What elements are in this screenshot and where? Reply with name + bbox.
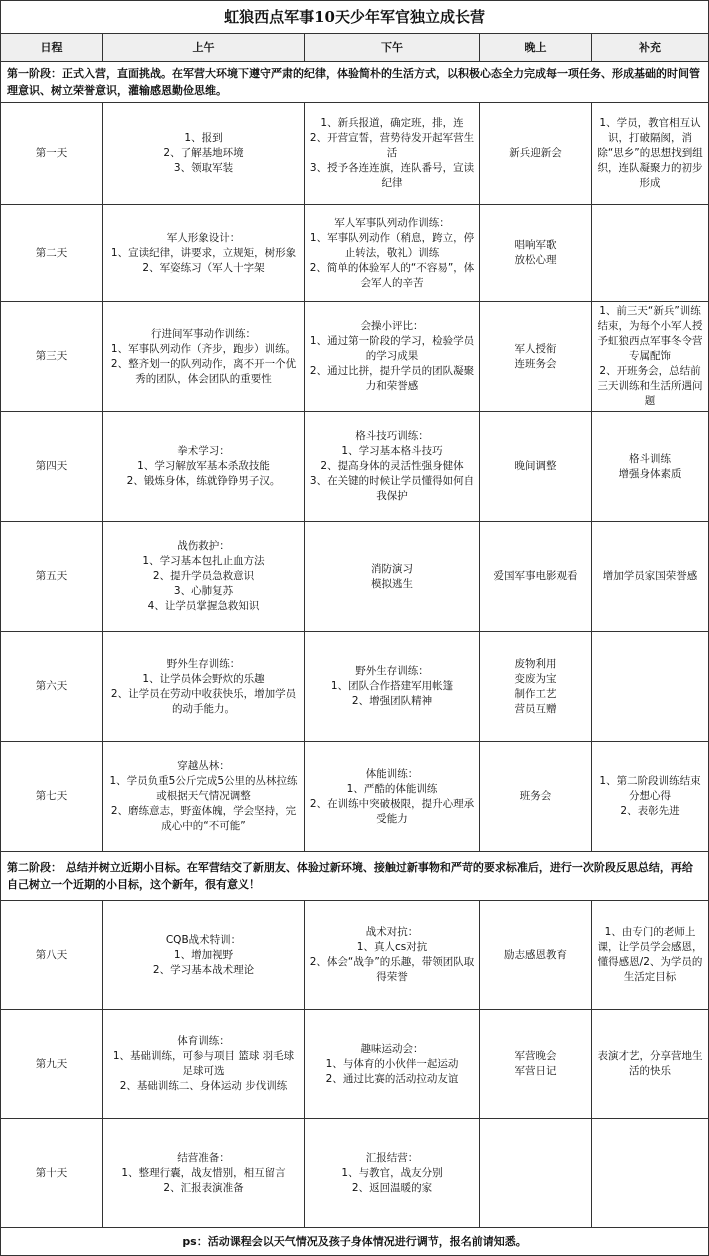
footer-row	[1, 1228, 709, 1256]
notes-cell	[592, 901, 709, 1010]
day-label: 第八天	[1, 901, 103, 1010]
evening-activities-line: 放松心理	[514, 254, 557, 266]
morning-activities-line: 1、基础训练，可参与项目 篮球 羽毛球 足球可选	[112, 1050, 295, 1077]
morning-activities-line: 军人形象设计：	[166, 231, 241, 244]
afternoon-activities-line: 战术对抗：	[365, 926, 419, 938]
evening-activities	[480, 205, 592, 302]
morning-activities	[103, 302, 305, 412]
evening-activities	[480, 742, 592, 852]
notes-cell-line: 增强身体素质	[618, 467, 682, 480]
notes-cell	[592, 412, 709, 522]
morning-activities	[103, 522, 305, 632]
morning-activities-line: 2、磨练意志，野蛮体魄，学会坚持，完成心中的“不可能”	[110, 805, 297, 832]
afternoon-activities-line: 1、军事队列动作（稍息，跨立，停止转法，敬礼）训练	[309, 231, 475, 259]
afternoon-activities	[305, 1119, 480, 1228]
morning-activities	[103, 632, 305, 742]
afternoon-activities-line: 汇报结营：	[365, 1151, 419, 1164]
notes-cell-line: 1、前三天“新兵”训练结束，为每个小军人授予虹狼西点军事冬令营专属配饰	[597, 305, 703, 362]
day-label: 第三天	[1, 302, 103, 412]
afternoon-activities	[305, 1010, 480, 1119]
evening-activities	[480, 302, 592, 412]
header-evening: 晚上	[480, 34, 592, 62]
day-row	[1, 412, 709, 522]
morning-activities	[103, 1010, 305, 1119]
notes-cell-line: 表演才艺，分享营地生活的快乐	[597, 1050, 703, 1077]
afternoon-activities	[305, 412, 480, 522]
day-label: 第五天	[1, 522, 103, 632]
notes-cell-line: 格斗训练	[629, 452, 672, 465]
afternoon-activities	[305, 632, 480, 742]
stage-two-description: 第二阶段： 总结并树立近期小目标。在军营结交了新朋友、体验过新环境、接触过新事物和严苛的要求标准后，进行一次阶段反思总结，再给自己树立一个近期的小目标，这个新年，很有意义！	[1, 852, 709, 901]
afternoon-activities	[305, 205, 480, 302]
morning-activities-line: 1、让学员体会野炊的乐趣	[142, 672, 265, 685]
header-row	[1, 34, 709, 62]
evening-activities-line: 晚间调整	[514, 460, 557, 472]
title-row	[1, 1, 709, 34]
morning-activities-line: 1、整理行囊，战友惜别，相互留言	[121, 1166, 286, 1179]
evening-activities	[480, 412, 592, 522]
morning-activities-line: 3、领取军装	[173, 162, 234, 174]
day-row	[1, 1119, 709, 1228]
morning-activities	[103, 205, 305, 302]
afternoon-activities	[305, 302, 480, 412]
afternoon-activities-line: 会操小评比：	[360, 320, 424, 332]
afternoon-activities-line: 模拟逃生	[371, 577, 413, 590]
header-notes: 补充	[592, 34, 709, 62]
afternoon-activities-line: 军人军事队列动作训练：	[334, 216, 450, 229]
morning-activities-line: 2、锻炼身体，练就铮铮男子汉。	[126, 475, 281, 487]
notes-cell-line: 2、表彰先进	[620, 805, 680, 817]
evening-activities-line: 爱国军事电影观看	[493, 570, 578, 582]
day-label: 第十天	[1, 1119, 103, 1228]
afternoon-activities-line: 1、严酷的体能训练	[346, 782, 438, 795]
evening-activities	[480, 522, 592, 632]
evening-activities	[480, 1010, 592, 1119]
stage-one-description: 第一阶段：正式入营，直面挑战。在军营大环境下遵守严肃的纪律，体验简朴的生活方式，以积极心态全力完成每一项任务、形成基础的时间管理意识、树立荣誉意识，灌输感恩勤俭思维。	[1, 62, 709, 103]
footer-note: ps：活动课程会以天气情况及孩子身体情况进行调节，报名前请知悉。	[1, 1228, 709, 1256]
header-morning: 上午	[103, 34, 305, 62]
afternoon-activities-line: 2、返回温暖的家	[351, 1181, 433, 1194]
morning-activities-line: 2、学习基本战术理论	[152, 963, 255, 976]
evening-activities-line: 励志感恩教育	[504, 948, 567, 961]
morning-activities-line: 4、让学员掌握急救知识	[147, 600, 260, 612]
morning-activities	[103, 103, 305, 205]
day-label: 第二天	[1, 205, 103, 302]
morning-activities	[103, 412, 305, 522]
morning-activities	[103, 742, 305, 852]
notes-cell-line: 2、开班务会，总结前三天训练和生活所遇问题	[597, 365, 703, 407]
evening-activities-line: 营员互赠	[514, 702, 557, 715]
evening-activities-line: 连班务会	[514, 357, 557, 370]
morning-activities-line: 拳术学习：	[177, 445, 230, 457]
morning-activities-line: CQB战术特训：	[165, 933, 242, 946]
afternoon-activities-line: 3、在关键的时候让学员懂得如何自我保护	[309, 475, 475, 502]
afternoon-activities-line: 2、在训练中突破极限，提升心理承受能力	[309, 797, 475, 825]
day-label: 第七天	[1, 742, 103, 852]
notes-cell-line: 1、学员，教官相互认识，打破隔阂，消除“思乡”的思想找到组织，连队凝聚力的初步形成	[597, 117, 703, 189]
notes-cell	[592, 103, 709, 205]
afternoon-activities-line: 1、通过第一阶段的学习，检验学员的学习成果	[309, 335, 475, 362]
notes-cell-line: 增加学员家国荣誉感	[602, 570, 698, 582]
evening-activities-line: 废物利用	[514, 657, 557, 670]
afternoon-activities-line: 3、授予各连连旗，连队番号，宣读纪律	[309, 162, 475, 189]
afternoon-activities-line: 野外生存训练：	[355, 665, 429, 677]
afternoon-activities-line: 2、通过比拼，提升学员的团队凝聚力和荣誉感	[309, 365, 475, 392]
morning-activities-line: 1、宣读纪律，讲要求，立规矩，树形象	[110, 246, 297, 259]
day-label: 第一天	[1, 103, 103, 205]
afternoon-activities-line: 2、增强团队精神	[351, 695, 433, 707]
afternoon-activities-line: 2、体会“战争”的乐趣，带领团队取得荣誉	[309, 956, 475, 983]
morning-activities-line: 2、军姿练习（军人十字架	[142, 261, 265, 274]
morning-activities	[103, 901, 305, 1010]
afternoon-activities-line: 消防演习	[371, 562, 413, 575]
day-row	[1, 302, 709, 412]
evening-activities	[480, 1119, 592, 1228]
afternoon-activities	[305, 742, 480, 852]
notes-cell	[592, 302, 709, 412]
header-afternoon: 下午	[305, 34, 480, 62]
morning-activities-line: 战伤救护：	[177, 540, 230, 552]
evening-activities-line: 新兵迎新会	[509, 147, 562, 159]
afternoon-activities-line: 2、提高身体的灵活性强身健体	[320, 460, 464, 472]
evening-activities-line: 制作工艺	[514, 687, 557, 700]
morning-activities	[103, 1119, 305, 1228]
evening-activities-line: 变废为宝	[514, 672, 557, 685]
afternoon-activities-line: 1、团队合作搭建军用帐篷	[330, 680, 454, 692]
stage-two-description-row	[1, 852, 709, 901]
morning-activities-line: 2、提升学员急救意识	[152, 570, 255, 582]
notes-cell	[592, 632, 709, 742]
notes-cell-line: 1、第二阶段训练结束分想心得	[599, 775, 701, 802]
morning-activities-line: 1、学员负重5公斤完成5公里的丛林拉练或根据天气情况调整	[109, 775, 298, 802]
morning-activities-line: 穿越丛林：	[177, 760, 230, 772]
evening-activities-line: 军营晚会	[514, 1050, 557, 1062]
day-row	[1, 205, 709, 302]
notes-cell	[592, 1010, 709, 1119]
evening-activities-line: 军人授衔	[514, 342, 557, 355]
morning-activities-line: 1、报到	[184, 132, 223, 144]
notes-cell	[592, 522, 709, 632]
day-row	[1, 632, 709, 742]
morning-activities-line: 2、了解基地环境	[163, 147, 244, 159]
notes-cell	[592, 742, 709, 852]
afternoon-activities-line: 1、新兵报道，确定班，排，连	[320, 117, 464, 129]
afternoon-activities-line: 2、简单的体验军人的“不容易”，体会军人的辛苦	[309, 261, 475, 289]
notes-cell-line: 1、由专门的老师上课，让学员学会感恩，懂得感恩/2、为学员的生活定目标	[597, 926, 703, 983]
afternoon-activities-line: 1、学习基本格斗技巧	[341, 445, 443, 457]
afternoon-activities-line: 体能训练：	[365, 767, 419, 780]
page-title: 虹狼西点军事10天少年军官独立成长营	[1, 1, 709, 34]
afternoon-activities-line: 1、与体育的小伙伴一起运动	[325, 1057, 459, 1070]
morning-activities-line: 1、增加视野	[173, 948, 234, 961]
day-label: 第六天	[1, 632, 103, 742]
morning-activities-line: 2、汇报表演准备	[163, 1181, 244, 1194]
day-row	[1, 522, 709, 632]
evening-activities	[480, 632, 592, 742]
morning-activities-line: 2、让学员在劳动中收获快乐，增加学员的动手能力。	[110, 687, 297, 715]
morning-activities-line: 3、心肺复苏	[173, 585, 234, 597]
evening-activities-line: 军营日记	[514, 1065, 557, 1077]
afternoon-activities	[305, 522, 480, 632]
evening-activities	[480, 901, 592, 1010]
morning-activities-line: 1、学习基本包扎止血方法	[142, 555, 265, 567]
morning-activities-line: 2、基础训练二、身体运动 步伐训练	[119, 1080, 288, 1092]
afternoon-activities-line: 1、与教官，战友分别	[341, 1166, 443, 1179]
stage-one-description-row	[1, 62, 709, 103]
notes-cell	[592, 205, 709, 302]
afternoon-activities	[305, 103, 480, 205]
morning-activities-line: 2、整齐划一的队列动作，离不开一个优秀的团队，体会团队的重要性	[110, 357, 297, 385]
morning-activities-line: 野外生存训练：	[166, 657, 241, 670]
afternoon-activities	[305, 901, 480, 1010]
header-schedule: 日程	[1, 34, 103, 62]
day-row	[1, 1010, 709, 1119]
morning-activities-line: 行进间军事动作训练：	[151, 327, 256, 340]
afternoon-activities-line: 趣味运动会：	[360, 1042, 424, 1055]
notes-cell	[592, 1119, 709, 1228]
evening-activities-line: 唱响军歌	[514, 239, 557, 251]
afternoon-activities-line: 格斗技巧训练：	[355, 430, 429, 442]
day-label: 第四天	[1, 412, 103, 522]
day-row	[1, 742, 709, 852]
day-row	[1, 901, 709, 1010]
morning-activities-line: 1、军事队列动作（齐步，跑步）训练。	[110, 342, 297, 355]
morning-activities-line: 1、学习解放军基本杀敌技能	[137, 460, 270, 472]
day-row	[1, 103, 709, 205]
day-label: 第九天	[1, 1010, 103, 1119]
morning-activities-line: 体育训练：	[177, 1035, 230, 1047]
afternoon-activities-line: 2、通过比赛的活动拉动友谊	[325, 1072, 459, 1085]
evening-activities	[480, 103, 592, 205]
afternoon-activities-line: 2、开营宣誓，营势待发开起军营生活	[309, 132, 475, 159]
morning-activities-line: 结营准备：	[177, 1151, 230, 1164]
evening-activities-line: 班务会	[519, 790, 552, 802]
afternoon-activities-line: 1、真人cs对抗	[356, 941, 428, 953]
